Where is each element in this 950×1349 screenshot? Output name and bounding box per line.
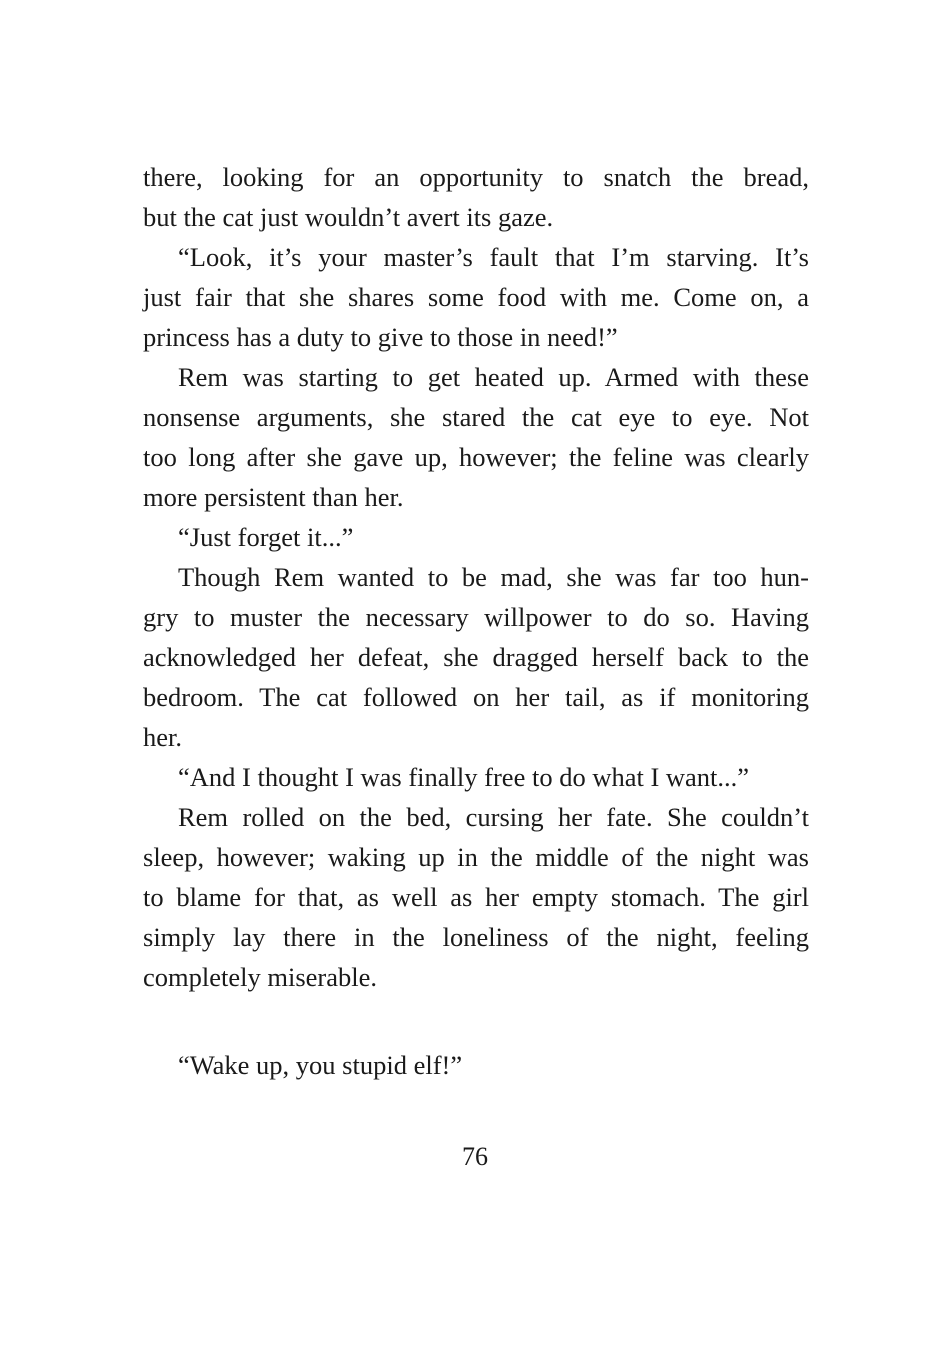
- text-line: “Look, it’s your master’s fault that I’m starving. It’s: [178, 242, 809, 272]
- text-line: her.: [143, 722, 182, 752]
- page-number: 76: [462, 1142, 488, 1171]
- text-line: acknowledged her defeat, she dragged herself back to the: [143, 642, 809, 672]
- text-line: “Just forget it...”: [178, 522, 354, 552]
- text-line: to blame for that, as well as her empty stomach. The girl: [143, 882, 809, 912]
- text-line: princess has a duty to give to those in need!”: [143, 322, 618, 352]
- text-line: Rem rolled on the bed, cursing her fate. She couldn’t: [178, 802, 809, 832]
- text-line: bedroom. The cat followed on her tail, as if monitoring: [143, 682, 809, 712]
- text-line: gry to muster the necessary willpower to do so. Having: [143, 602, 809, 632]
- text-line: nonsense arguments, she stared the cat eye to eye. Not: [143, 402, 809, 432]
- text-line: “Wake up, you stupid elf!”: [178, 1050, 463, 1080]
- text-line: more persistent than her.: [143, 482, 404, 512]
- text-line: Though Rem wanted to be mad, she was far too hun-: [178, 562, 809, 592]
- text-line: “And I thought I was finally free to do what I want...”: [178, 762, 750, 792]
- text-line: too long after she gave up, however; the feline was clearly: [143, 442, 809, 472]
- text-line: there, looking for an opportunity to snatch the bread,: [143, 162, 809, 192]
- text-line: sleep, however; waking up in the middle of the night was: [143, 842, 809, 872]
- text-line: Rem was starting to get heated up. Armed with these: [178, 362, 809, 392]
- text-line: completely miserable.: [143, 962, 377, 992]
- text-line: simply lay there in the loneliness of the night, feeling: [143, 922, 809, 952]
- text-line: but the cat just wouldn’t avert its gaze.: [143, 202, 554, 232]
- text-line: just fair that she shares some food with me. Come on, a: [143, 282, 809, 312]
